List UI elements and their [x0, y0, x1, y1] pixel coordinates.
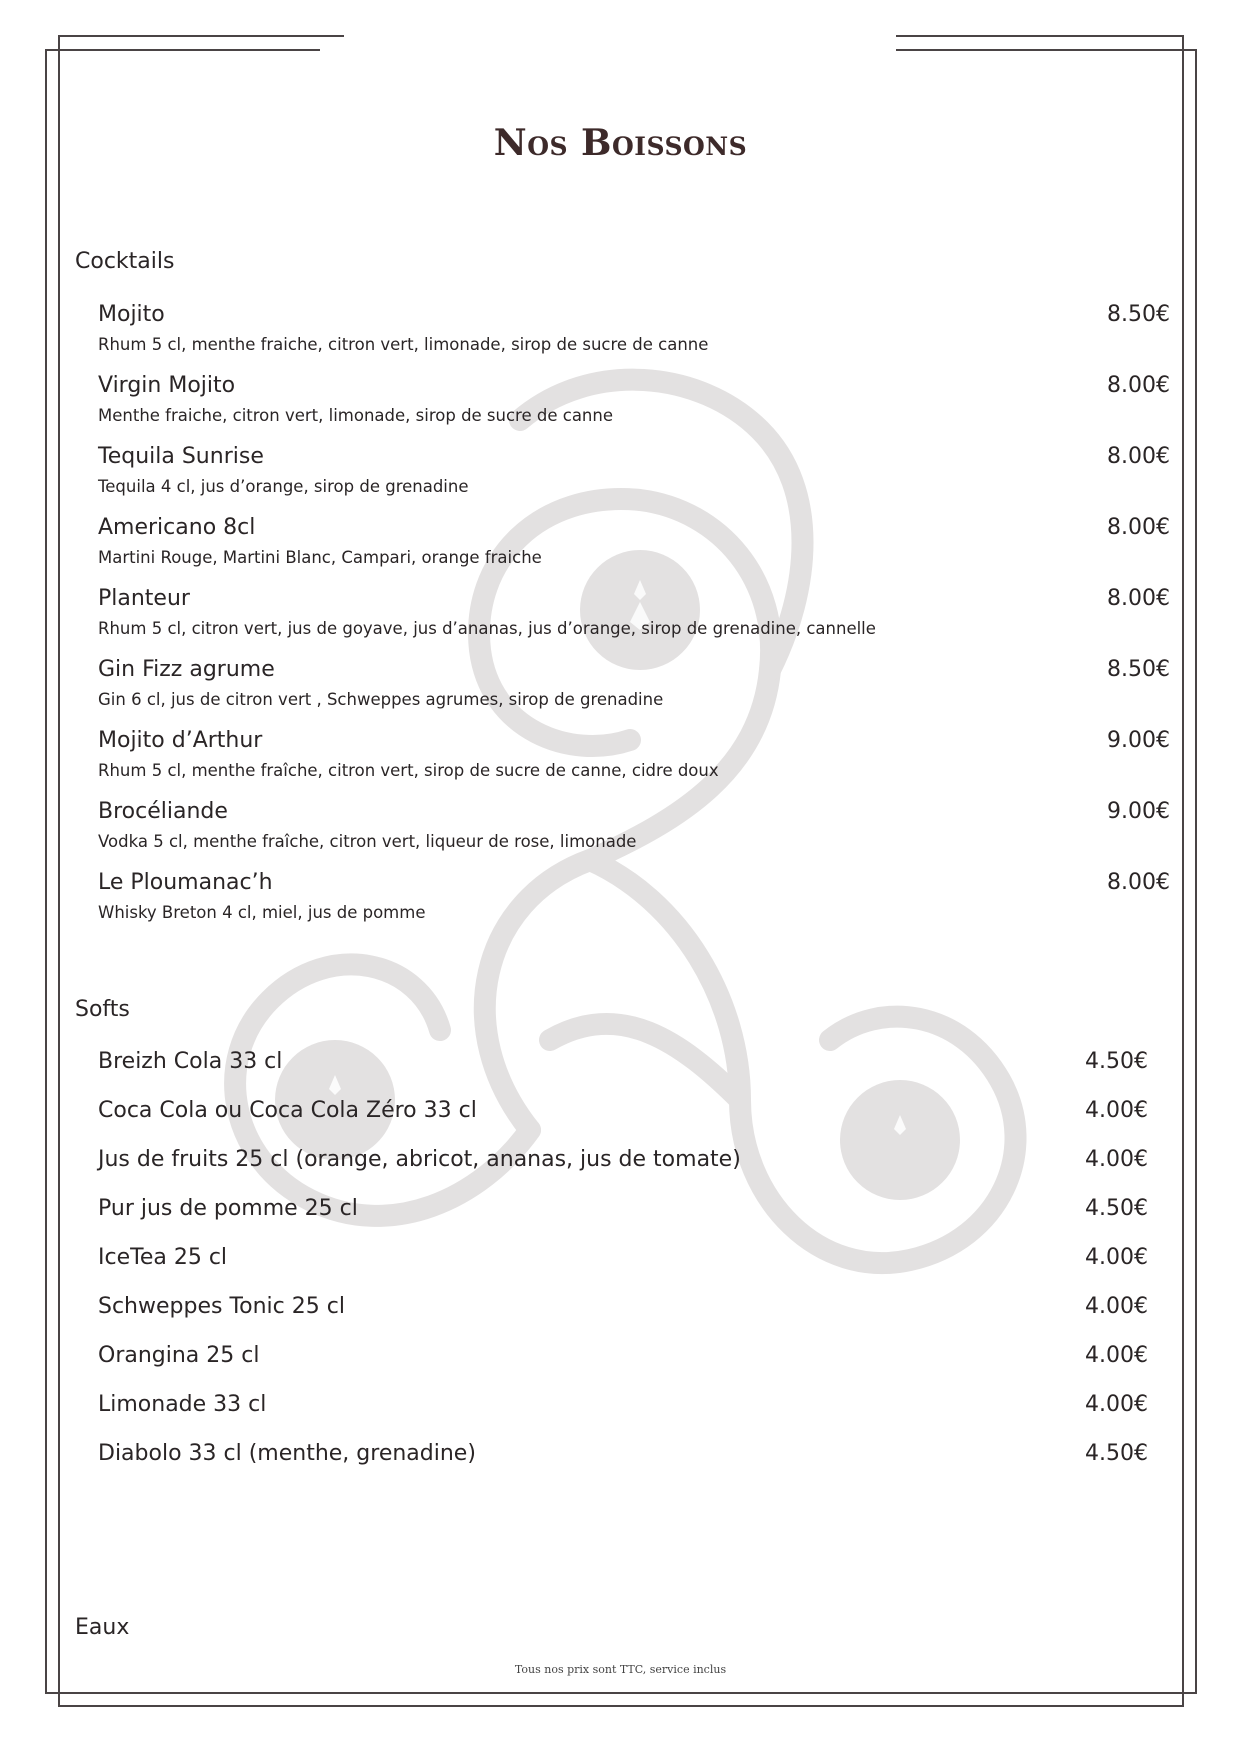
soft-name: IceTea 25 cl — [98, 1245, 228, 1270]
soft-name: Jus de fruits 25 cl (orange, abricot, ananas, jus de tomate) — [98, 1147, 741, 1172]
cocktail-name: Americano 8cl — [98, 515, 256, 540]
cocktail-price: 8.00€ — [1107, 515, 1170, 540]
frame-top-right-inner-line — [896, 49, 1196, 51]
cocktail-description: Rhum 5 cl, menthe fraîche, citron vert, sirop de sucre de canne, cidre doux — [98, 761, 719, 780]
cocktail-price: 8.00€ — [1107, 586, 1170, 611]
soft-item — [98, 1441, 1148, 1481]
frame-left-outer-line — [45, 49, 47, 1694]
cocktail-name: Le Ploumanac’h — [98, 870, 273, 895]
soft-price: 4.00€ — [1085, 1245, 1148, 1270]
frame-right-outer-line — [1195, 49, 1197, 1694]
soft-name: Orangina 25 cl — [98, 1343, 260, 1368]
cocktail-item — [98, 373, 1170, 435]
cocktail-name: Mojito — [98, 302, 165, 327]
cocktail-name: Tequila Sunrise — [98, 444, 264, 469]
cocktail-name: Virgin Mojito — [98, 373, 236, 398]
frame-right-inner-line — [1182, 35, 1184, 1707]
cocktail-price: 9.00€ — [1107, 799, 1170, 824]
soft-item — [98, 1392, 1148, 1432]
soft-name: Coca Cola ou Coca Cola Zéro 33 cl — [98, 1098, 477, 1123]
cocktail-description: Gin 6 cl, jus de citron vert , Schweppes agrumes, sirop de grenadine — [98, 690, 664, 709]
cocktail-item — [98, 586, 1170, 648]
soft-name: Limonade 33 cl — [98, 1392, 267, 1417]
price-footnote: Tous nos prix sont TTC, service inclus — [514, 1663, 727, 1676]
frame-top-left-inner-line — [45, 49, 320, 51]
soft-item — [98, 1196, 1148, 1236]
soft-price: 4.00€ — [1085, 1343, 1148, 1368]
page-title: Nos Boissons — [493, 122, 748, 164]
cocktail-description: Vodka 5 cl, menthe fraîche, citron vert, liqueur de rose, limonade — [98, 832, 637, 851]
cocktail-price: 8.50€ — [1107, 657, 1170, 682]
cocktail-description: Rhum 5 cl, menthe fraiche, citron vert, limonade, sirop de sucre de canne — [98, 335, 709, 354]
frame-top-right-line — [896, 35, 1182, 37]
cocktail-name: Planteur — [98, 586, 190, 611]
soft-item — [98, 1343, 1148, 1383]
cocktail-item — [98, 444, 1170, 506]
soft-name: Pur jus de pomme 25 cl — [98, 1196, 358, 1221]
soft-item — [98, 1147, 1148, 1187]
soft-name: Schweppes Tonic 25 cl — [98, 1294, 345, 1319]
cocktail-description: Martini Rouge, Martini Blanc, Campari, orange fraiche — [98, 548, 542, 567]
soft-price: 4.00€ — [1085, 1294, 1148, 1319]
cocktail-description: Menthe fraiche, citron vert, limonade, sirop de sucre de canne — [98, 406, 613, 425]
soft-price: 4.50€ — [1085, 1196, 1148, 1221]
cocktail-description: Tequila 4 cl, jus d’orange, sirop de grenadine — [98, 477, 469, 496]
cocktail-item — [98, 728, 1170, 790]
soft-price: 4.00€ — [1085, 1147, 1148, 1172]
cocktail-name: Mojito d’Arthur — [98, 728, 263, 753]
section-heading-softs: Softs — [75, 997, 130, 1022]
soft-item — [98, 1294, 1148, 1334]
cocktail-item — [98, 799, 1170, 861]
cocktail-description: Whisky Breton 4 cl, miel, jus de pomme — [98, 903, 426, 922]
soft-price: 4.00€ — [1085, 1392, 1148, 1417]
section-heading-eaux: Eaux — [75, 1615, 130, 1640]
frame-left-inner-line — [58, 35, 60, 1707]
soft-name: Diabolo 33 cl (menthe, grenadine) — [98, 1441, 476, 1466]
cocktail-item — [98, 870, 1170, 932]
soft-item — [98, 1049, 1148, 1089]
cocktail-name: Gin Fizz agrume — [98, 657, 275, 682]
soft-item — [98, 1098, 1148, 1138]
cocktail-price: 8.00€ — [1107, 870, 1170, 895]
soft-item — [98, 1245, 1148, 1285]
frame-bottom-inner-line — [45, 1692, 1197, 1694]
cocktail-price: 8.00€ — [1107, 373, 1170, 398]
cocktail-item — [98, 657, 1170, 719]
soft-price: 4.50€ — [1085, 1049, 1148, 1074]
cocktail-item — [98, 302, 1170, 364]
cocktail-price: 9.00€ — [1107, 728, 1170, 753]
soft-price: 4.50€ — [1085, 1441, 1148, 1466]
frame-bottom-outer-line — [58, 1705, 1184, 1707]
soft-name: Breizh Cola 33 cl — [98, 1049, 283, 1074]
cocktail-price: 8.00€ — [1107, 444, 1170, 469]
frame-top-left-line — [58, 35, 344, 37]
cocktail-price: 8.50€ — [1107, 302, 1170, 327]
cocktail-item — [98, 515, 1170, 577]
cocktail-description: Rhum 5 cl, citron vert, jus de goyave, jus d’ananas, jus d’orange, sirop de grenadine, cannelle — [98, 619, 876, 638]
section-heading-cocktails: Cocktails — [75, 249, 175, 274]
cocktail-name: Brocéliande — [98, 799, 228, 824]
soft-price: 4.00€ — [1085, 1098, 1148, 1123]
